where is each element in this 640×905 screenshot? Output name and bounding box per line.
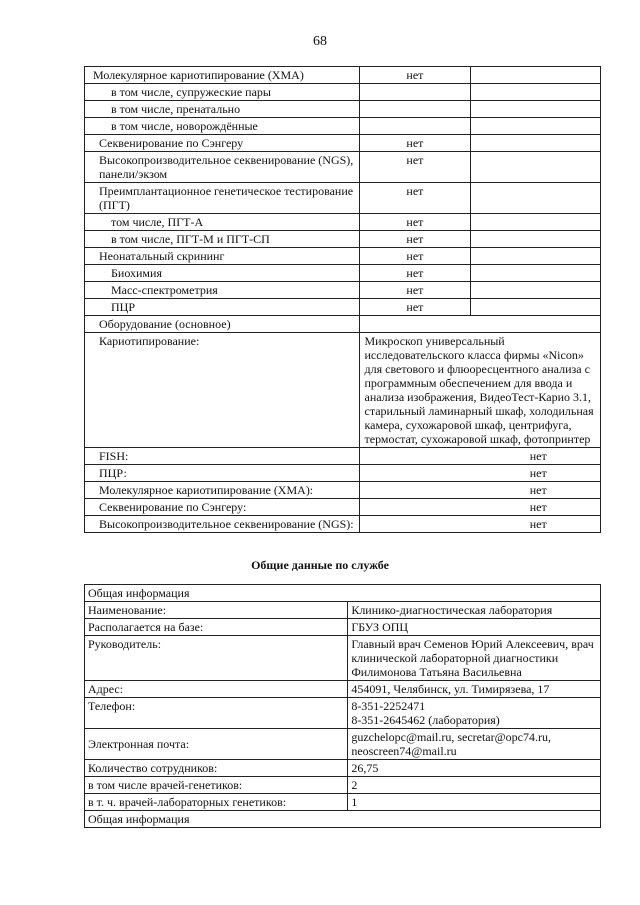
phone-label: Телефон: (85, 698, 348, 729)
method-row (85, 84, 601, 101)
general-info-header: Общая информация (85, 585, 601, 602)
equipment-label: Высокопроизводительное секвенирование (NGS): (85, 516, 360, 533)
method-value (359, 84, 471, 101)
head-row (85, 636, 601, 681)
geneticists-label: в том числе врачей-генетиков: (85, 777, 348, 794)
base-value: ГБУЗ ОПЦ (348, 619, 601, 636)
method-value: нет (359, 214, 471, 231)
method-label: Неонатальный скрининг (85, 248, 360, 265)
method-row (85, 282, 601, 299)
method-row (85, 118, 601, 135)
equipment-row (85, 516, 601, 533)
name-label: Наименование: (85, 602, 348, 619)
method-value: нет (359, 248, 471, 265)
method-value: нет (359, 299, 471, 316)
section-title: Общие данные по службе (251, 558, 389, 572)
phone-value (348, 698, 601, 729)
email-value (348, 729, 601, 760)
lab-geneticists-row (85, 794, 601, 811)
karyotyping-equipment-row (85, 333, 601, 448)
method-value: нет (359, 231, 471, 248)
equipment-row (85, 465, 601, 482)
geneticists-row (85, 777, 601, 794)
method-row (85, 135, 601, 152)
method-label: Молекулярное кариотипирование (ХМА) (85, 67, 360, 84)
email-2: neoscreen74@mail.ru (351, 744, 457, 758)
method-label: Высокопроизводительное секвенирование (NGS), панели/экзом (85, 152, 360, 183)
method-row (85, 67, 601, 84)
staff-value: 26,75 (348, 760, 601, 777)
staff-row (85, 760, 601, 777)
email-1: guzchelopc@mail.ru, secretar@opc74.ru, (351, 730, 551, 744)
karyotyping-equipment: Микроскоп универсальный исследовательского класса фирмы «Nicon» для светового и флюоресцентного анализа с программным обеспечением для ввода и анализа изображения, ВидеоТест-Карио 3.1, старильный ламинарный шкаф, холодильная камера, сухожаровой шкаф, центрифуга, термостат, сухожаровой шкаф, фотопринтер (359, 333, 601, 448)
karyotyping-label: Кариотипирование: (85, 333, 360, 448)
address-value: 454091, Челябинск, ул. Тимирязева, 17 (348, 681, 601, 698)
equipment-value: нет (359, 448, 601, 465)
methods-table (84, 66, 601, 533)
equipment-label: Секвенирование по Сэнгеру: (85, 499, 360, 516)
name-value: Клинико-диагностическая лаборатория (348, 602, 601, 619)
equipment-value: нет (359, 516, 601, 533)
general-info-footer: Общая информация (85, 811, 601, 828)
equipment-label: Молекулярное кариотипирование (ХМА): (85, 482, 360, 499)
phone-1: 8-351-2252471 (351, 699, 426, 713)
base-row (85, 619, 601, 636)
email-label: Электронная почта: (85, 729, 348, 760)
service-table (84, 584, 601, 828)
equipment-value: нет (359, 499, 601, 516)
equipment-header: Оборудование (основное) (85, 316, 360, 333)
lab-geneticists-label: в т. ч. врачей-лабораторных генетиков: (85, 794, 348, 811)
method-value: нет (359, 152, 471, 183)
equipment-row (85, 499, 601, 516)
head-value: Главный врач Семенов Юрий Алексеевич, врач клинической лабораторной диагностики Филимонова Татьяна Васильевна (348, 636, 601, 681)
general-info-header-row (85, 585, 601, 602)
staff-label: Количество сотрудников: (85, 760, 348, 777)
name-row (85, 602, 601, 619)
method-row (85, 101, 601, 118)
method-label: Секвенирование по Сэнгеру (85, 135, 360, 152)
method-label: том числе, ПГТ-А (85, 214, 360, 231)
method-value: нет (359, 265, 471, 282)
equipment-row (85, 448, 601, 465)
equipment-label: ПЦР: (85, 465, 360, 482)
method-row (85, 299, 601, 316)
phone-row (85, 698, 601, 729)
equipment-value: нет (359, 465, 601, 482)
method-label: ПЦР (85, 299, 360, 316)
method-label: в том числе, новорождённые (85, 118, 360, 135)
method-value: нет (359, 67, 471, 84)
equipment-header-row (85, 316, 601, 333)
method-label: Биохимия (85, 265, 360, 282)
method-label: Масс-спектрометрия (85, 282, 360, 299)
general-info-footer-row (85, 811, 601, 828)
equipment-label: FISH: (85, 448, 360, 465)
phone-2: 8-351-2645462 (лаборатория) (351, 713, 500, 727)
equipment-row (85, 482, 601, 499)
page-number: 68 (313, 34, 327, 49)
email-row (85, 729, 601, 760)
method-value: нет (359, 135, 471, 152)
address-label: Адрес: (85, 681, 348, 698)
method-label: Преимплантационное генетическое тестирование (ПГТ) (85, 183, 360, 214)
method-row (85, 183, 601, 214)
method-label: в том числе, пренатально (85, 101, 360, 118)
method-row (85, 265, 601, 282)
method-row (85, 248, 601, 265)
method-value: нет (359, 282, 471, 299)
equipment-value: нет (359, 482, 601, 499)
method-row (85, 214, 601, 231)
method-value (359, 101, 471, 118)
method-label: в том числе, супружеские пары (85, 84, 360, 101)
method-label: в том числе, ПГТ-М и ПГТ-СП (85, 231, 360, 248)
base-label: Располагается на базе: (85, 619, 348, 636)
head-label: Руководитель: (85, 636, 348, 681)
method-row (85, 152, 601, 183)
lab-geneticists-value: 1 (348, 794, 601, 811)
address-row (85, 681, 601, 698)
method-value (359, 118, 471, 135)
method-row (85, 231, 601, 248)
method-value: нет (359, 183, 471, 214)
geneticists-value: 2 (348, 777, 601, 794)
